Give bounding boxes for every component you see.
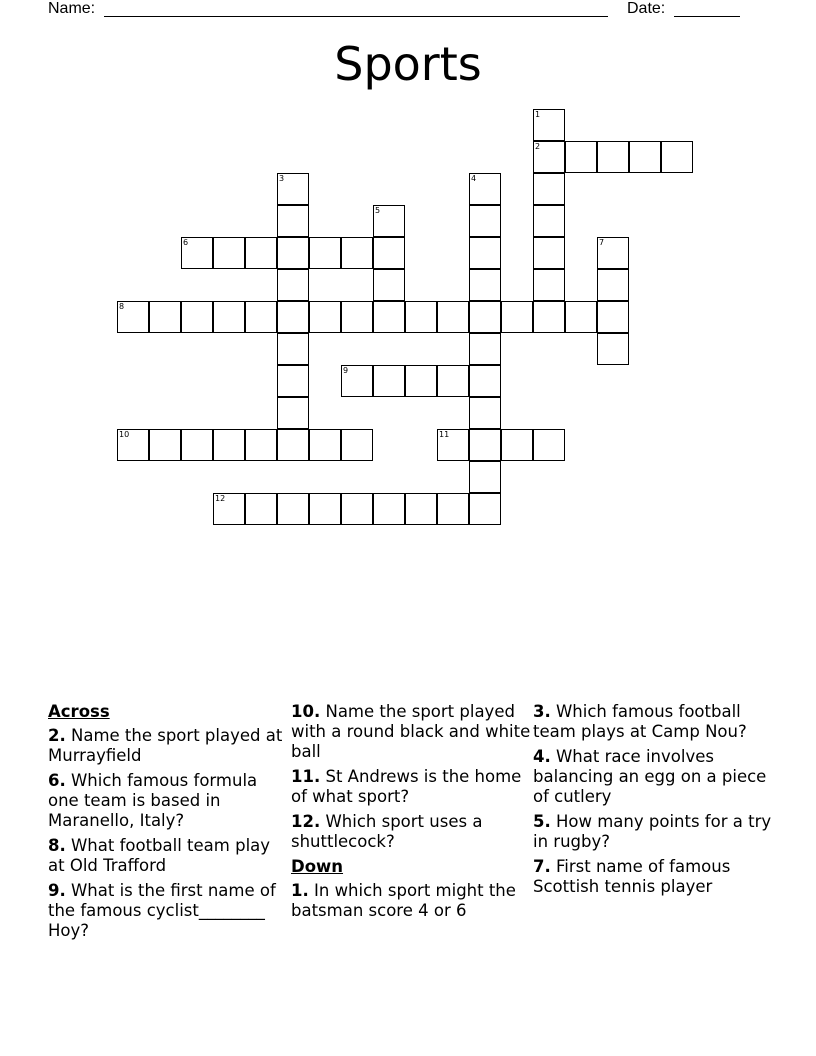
grid-cell[interactable] [533,269,565,301]
clue-item-text: St Andrews is the home of what sport? [291,767,522,806]
clue-item [48,726,288,766]
name-label: Name: [48,0,96,17]
grid-cell[interactable] [469,205,501,237]
clue-item [48,836,288,876]
grid-cell[interactable] [213,301,245,333]
grid-cell[interactable] [597,269,629,301]
grid-cell[interactable] [309,237,341,269]
grid-cell[interactable] [501,429,533,461]
grid-cell[interactable] [277,205,309,237]
clue-item [291,767,531,807]
grid-cell[interactable] [149,301,181,333]
clue-item [533,702,773,742]
clue-number: 3 [279,174,285,183]
grid-cell[interactable] [309,493,341,525]
grid-cell[interactable] [181,429,213,461]
grid-cell[interactable] [277,397,309,429]
grid-cell[interactable] [277,333,309,365]
clue-item-text: Name the sport played at Murrayfield [48,726,283,765]
clue-number: 11 [439,430,450,439]
grid-cell[interactable] [213,493,245,525]
grid-cell[interactable] [533,173,565,205]
clue-item-number: 6. [48,771,66,790]
clue-item-number: 4. [533,747,551,766]
grid-cell[interactable] [213,429,245,461]
grid-cell[interactable] [469,173,501,205]
grid-cell[interactable] [341,365,373,397]
clue-item [533,812,773,852]
grid-cell[interactable] [277,237,309,269]
clues-column-2 [291,702,531,926]
grid-cell[interactable] [469,237,501,269]
grid-cell[interactable] [341,429,373,461]
grid-cell[interactable] [405,365,437,397]
grid-cell[interactable] [469,333,501,365]
clue-item [48,771,288,831]
clue-item-number: 2. [48,726,66,745]
clue-item-number: 10. [291,702,321,721]
grid-cell[interactable] [565,301,597,333]
grid-cell[interactable] [309,301,341,333]
clue-item-text: Which sport uses a shuttlecock? [291,812,483,851]
clue-item-text: What is the first name of the famous cyclist________ Hoy? [48,881,276,940]
clue-item-number: 7. [533,857,551,876]
grid-cell[interactable] [469,493,501,525]
clue-item-number: 12. [291,812,321,831]
clue-item-number: 11. [291,767,321,786]
grid-cell[interactable] [405,493,437,525]
clue-item [48,881,288,941]
clue-item-text: How many points for a try in rugby? [533,812,772,851]
clue-number: 12 [215,494,226,503]
grid-cell[interactable] [181,237,213,269]
clue-item-text: Which famous formula one team is based in Maranello, Italy? [48,771,258,830]
grid-cell[interactable] [373,301,405,333]
grid-cell[interactable] [597,301,629,333]
grid-cell[interactable] [533,109,565,141]
grid-cell[interactable] [565,141,597,173]
grid-cell[interactable] [277,365,309,397]
grid-cell[interactable] [437,429,469,461]
grid-cell[interactable] [533,301,565,333]
grid-cell[interactable] [373,493,405,525]
clue-item-text: Name the sport played with a round black and white ball [291,702,531,761]
grid-cell[interactable] [437,365,469,397]
grid-cell[interactable] [277,493,309,525]
grid-cell[interactable] [245,301,277,333]
grid-cell[interactable] [469,461,501,493]
grid-cell[interactable] [469,397,501,429]
grid-cell[interactable] [661,141,693,173]
clue-number: 7 [599,238,605,247]
grid-cell[interactable] [597,141,629,173]
grid-cell[interactable] [469,301,501,333]
clues-column-1 [48,702,288,946]
grid-cell[interactable] [373,205,405,237]
down-heading: Down [291,857,344,876]
clue-item [291,812,531,852]
clue-item-text: First name of famous Scottish tennis player [533,857,731,896]
clue-number: 5 [375,206,381,215]
clue-item-number: 1. [291,881,309,900]
grid-cell[interactable] [245,493,277,525]
down-clue-list-continued [533,702,773,897]
grid-cell[interactable] [629,141,661,173]
clue-item-number: 9. [48,881,66,900]
grid-cell[interactable] [373,269,405,301]
clue-number: 2 [535,142,541,151]
clue-item [291,881,531,921]
clue-number: 10 [119,430,130,439]
grid-cell[interactable] [405,301,437,333]
clue-number: 4 [471,174,477,183]
clue-number: 8 [119,302,125,311]
date-label: Date: [627,0,666,17]
down-clue-list [291,881,531,921]
grid-cell[interactable] [469,429,501,461]
grid-cell[interactable] [245,429,277,461]
grid-cell[interactable] [245,237,277,269]
across-heading: Across [48,702,110,721]
grid-cell[interactable] [533,205,565,237]
grid-cell[interactable] [341,301,373,333]
clue-item-text: What race involves balancing an egg on a piece of cutlery [533,747,767,806]
grid-cell[interactable] [469,269,501,301]
grid-cell[interactable] [341,493,373,525]
clue-number: 6 [183,238,189,247]
clue-item-text: Which famous football team plays at Camp Nou? [533,702,747,741]
grid-cell[interactable] [277,429,309,461]
clue-item [533,747,773,807]
puzzle-title: Sports [334,37,482,91]
grid-cell[interactable] [149,429,181,461]
across-clue-list [48,726,288,941]
clue-number: 9 [343,366,349,375]
clue-item-number: 8. [48,836,66,855]
clue-item-number: 3. [533,702,551,721]
grid-cell[interactable] [373,365,405,397]
clue-item [291,702,531,762]
grid-cell[interactable] [597,333,629,365]
grid-cell[interactable] [117,429,149,461]
grid-cell[interactable] [437,493,469,525]
grid-cell[interactable] [469,365,501,397]
clue-item-text: What football team play at Old Trafford [48,836,271,875]
grid-cell[interactable] [437,301,469,333]
grid-cell[interactable] [213,237,245,269]
grid-cell[interactable] [533,141,565,173]
clue-number: 1 [535,110,541,119]
grid-cell[interactable] [277,301,309,333]
grid-cell[interactable] [277,269,309,301]
grid-cell[interactable] [181,301,213,333]
grid-cell[interactable] [533,237,565,269]
clues-column-3 [533,702,773,902]
grid-cell[interactable] [117,301,149,333]
clue-item-text: In which sport might the batsman score 4 or 6 [291,881,516,920]
grid-cell[interactable] [373,237,405,269]
grid-cell[interactable] [501,301,533,333]
grid-cell[interactable] [597,237,629,269]
across-clue-list-continued [291,702,531,852]
grid-cell[interactable] [533,429,565,461]
clue-item-number: 5. [533,812,551,831]
grid-cell[interactable] [309,429,341,461]
grid-cell[interactable] [341,237,373,269]
clue-item [533,857,773,897]
grid-cell[interactable] [277,173,309,205]
